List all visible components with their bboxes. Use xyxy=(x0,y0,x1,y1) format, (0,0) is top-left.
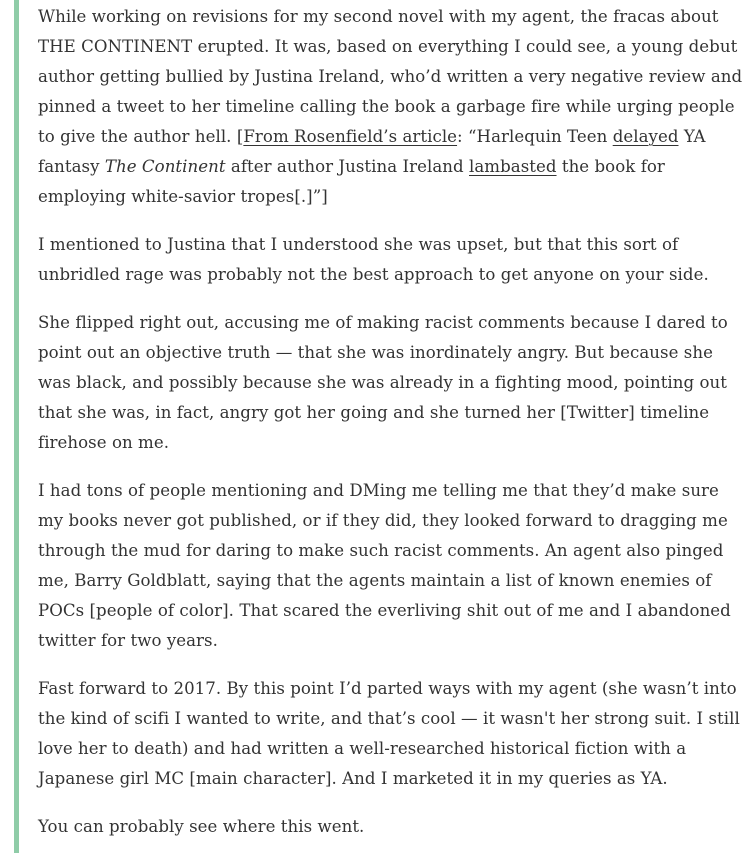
book-title: The Continent xyxy=(104,157,226,176)
blockquote-accent-bar xyxy=(14,0,19,853)
lambasted-link[interactable]: lambasted xyxy=(469,157,557,176)
rosenfield-article-link[interactable]: From Rosenfield’s article xyxy=(243,127,458,146)
paragraph-1-text-a: While working on revisions for my second novel with my agent, the fracas about THE CONTINENT erupted. It was, based on everything I could see, a young debut author getting bullied by Justina Ireland, who’d written a very negative review and pinned a tweet to her timeline calling the book a garbage fire while urging people to give the author hell. [ xyxy=(38,7,743,146)
paragraph-1-text-e: the book for employing white-savior tropes[.]”] xyxy=(38,157,665,206)
paragraph-4: I had tons of people mentioning and DMing me telling me that they’d make sure my books never got published, or if they did, they looked forward to dragging me through the mud for daring to make such racist comments. An agent also pinged me, Barry Goldblatt, saying that the agents maintain a list of known enemies of POCs [people of color]. That scared the everliving shit out of me and I abandoned twitter for two years. xyxy=(38,481,731,650)
paragraph-1-text-c: YA fantasy xyxy=(38,127,706,176)
paragraph-1 xyxy=(38,2,746,212)
paragraph-6: You can probably see where this went. xyxy=(38,817,365,836)
paragraph-1-text-b: : “Harlequin Teen xyxy=(457,127,613,146)
paragraph-1-text-d: after author Justina Ireland xyxy=(225,157,469,176)
delayed-link[interactable]: delayed xyxy=(612,127,679,146)
paragraph-3: She flipped right out, accusing me of making racist comments because I dared to point out an objective truth — that she was inordinately angry. But because she was black, and possibly because she was already in a fighting mood, pointing out that she was, in fact, angry got her going and she turned her [Twitter] timeline firehose on me. xyxy=(38,313,728,452)
blockquote xyxy=(38,2,746,860)
paragraph-5: Fast forward to 2017. By this point I’d parted ways with my agent (she wasn’t into the kind of scifi I wanted to write, and that’s cool — it wasn't her strong suit. I still love her to death) and had written a well-researched historical fiction with a Japanese girl MC [main character]. And I marketed it in my queries as YA. xyxy=(38,679,740,788)
paragraph-2: I mentioned to Justina that I understood she was upset, but that this sort of unbridled rage was probably not the best approach to get anyone on your side. xyxy=(38,235,709,284)
